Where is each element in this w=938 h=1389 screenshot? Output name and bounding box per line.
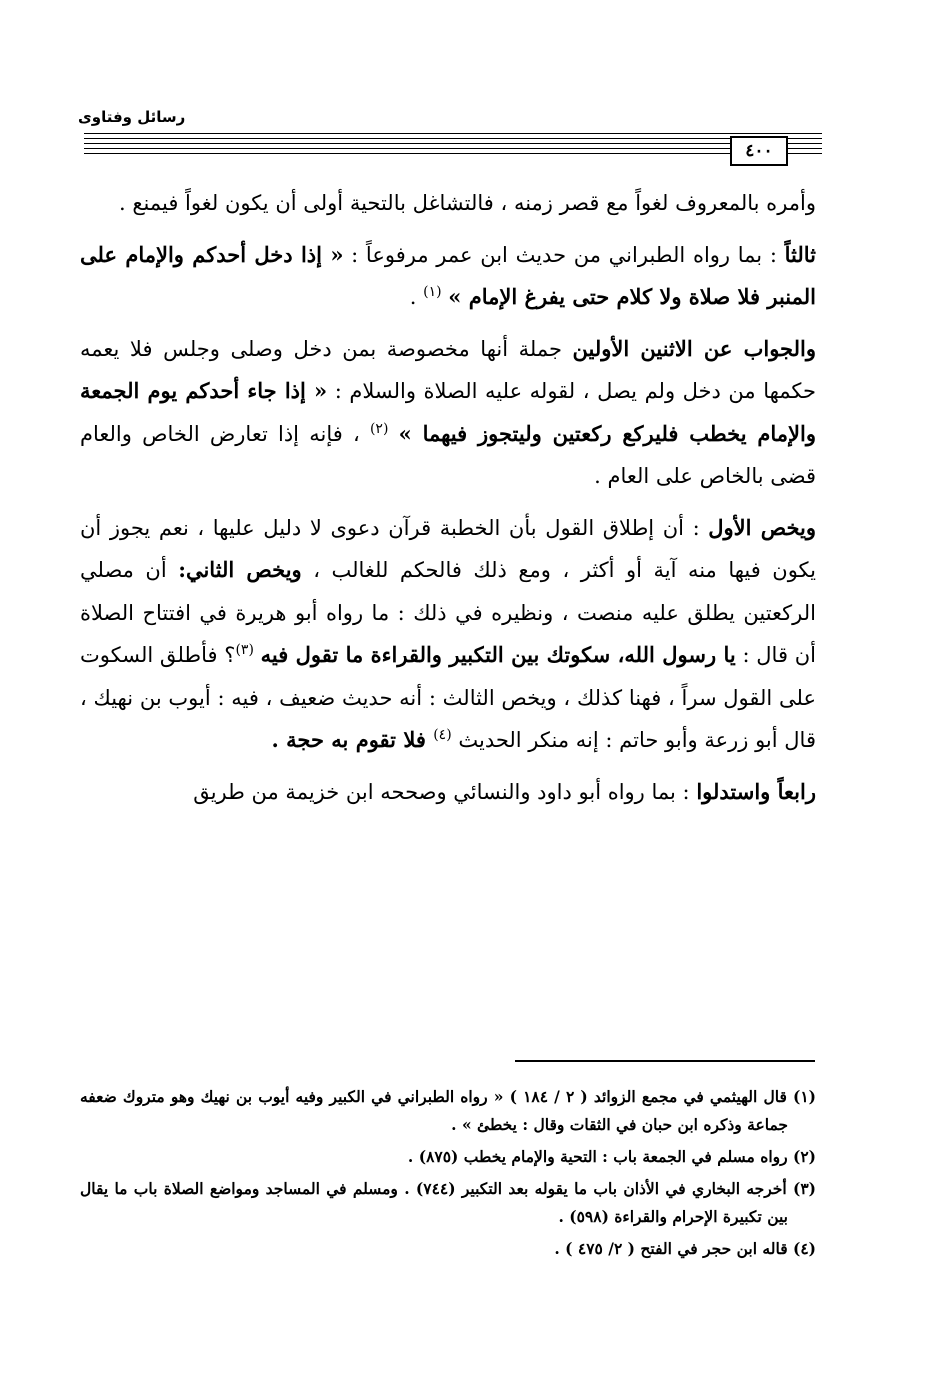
- hadith-quote: « إذا جاء أحدكم يوم الجمعة والإمام يخطب فليركع ركعتين وليتجوز فيهما »: [80, 378, 816, 446]
- footnote: (٢) رواه مسلم في الجمعة باب : التحية والإمام يخطب (٨٧٥) .: [407, 1147, 816, 1166]
- footnote-marker: (٤): [433, 727, 452, 743]
- paragraph-heading: ويخص الثالث: [442, 685, 557, 710]
- paragraph-text: فلا تقوم به حجة .: [271, 727, 434, 752]
- paragraph-text: جملة أنها مخصوصة بمن دخل وصلى وجلس فلا يعمه حكمها من دخل ولم يصل ، لقوله عليه الصلاة والسلام :: [80, 336, 816, 403]
- paragraph-text: : أنه حديث ضعيف ، فيه : أيوب بن نهيك ، قال أبو زرعة وأبو حاتم : إنه منكر الحديث: [80, 685, 816, 752]
- paragraph-heading: ثالثاً: [784, 241, 816, 267]
- running-header-title: رسائل وفتاوى: [78, 108, 186, 126]
- paragraph-text: ، فإنه إذا تعارض الخاص والعام قضى بالخاص على العام .: [80, 421, 816, 488]
- paragraph-heading: ويخص الثاني:: [178, 557, 302, 582]
- footnote: (١) قال الهيثمي في مجمع الزوائد ( ٢ / ١٨٤ ) « رواه الطبراني في الكبير وفيه أيوب بن نهيك وهو متروك ضعفه جماعة وذكره ابن حبان في الثقات وقال : يخطئ » .: [80, 1087, 816, 1134]
- paragraph-text: وأمره بالمعروف لغواً مع قصر زمنه ، فالتشاغل بالتحية أولى أن يكون لغواً فيمنع .: [119, 191, 816, 215]
- hadith-quote: « إذا دخل أحدكم والإمام على المنبر فلا صلاة ولا كلام حتى يفرغ الإمام »: [80, 241, 816, 309]
- paragraph-text: : بما رواه أبو داود والنسائي وصححه ابن خزيمة من طريق: [193, 779, 697, 804]
- paragraph: [80, 507, 816, 762]
- paragraph-text: .: [409, 285, 424, 309]
- footnote-marker: (٢): [369, 420, 389, 437]
- hadith-quote: يا رسول الله، سكوتك بين التكبير والقراءة ما تقول فيه: [260, 642, 736, 667]
- footnote-marker: (١): [423, 284, 442, 300]
- header-rule: [84, 153, 822, 154]
- header-rule: [84, 138, 822, 139]
- header-rule: [84, 133, 822, 134]
- footnote-separator: [515, 1060, 815, 1062]
- paragraph: [80, 234, 816, 319]
- footnote-marker: (٣): [235, 642, 254, 658]
- paragraph-text: : أن إطلاق القول بأن الخطبة قرآن دعوى لا دليل عليها ، نعم يجوز أن يكون فيها منه آية أو أكثر ، ومع ذلك فالحكم للغالب ،: [80, 515, 816, 582]
- paragraph: [80, 771, 816, 814]
- footnotes: [80, 1083, 816, 1267]
- header-rule: [84, 143, 822, 144]
- header-rule: [84, 148, 822, 149]
- paragraph: [80, 328, 816, 498]
- paragraph-text: ؟ فأطلق السكوت على القول سراً ، فهنا كذلك ،: [80, 643, 816, 710]
- paragraph-heading: ويخص الأول: [708, 514, 816, 540]
- footnote: (٣) أخرجه البخاري في الأذان باب ما يقوله بعد التكبير (٧٤٤) . ومسلم في المساجد ومواضع الصلاة باب ما يقال بين تكبيرة الإحرام والقراءة (٥٩٨) .: [80, 1179, 816, 1226]
- paragraph-heading: رابعاً واستدلوا: [696, 778, 816, 804]
- footnote: (٤) قاله ابن حجر في الفتح ( ٢/ ٤٧٥ ) .: [554, 1239, 816, 1258]
- main-text: [80, 182, 816, 822]
- paragraph-heading: والجواب عن الاثنين الأولين: [572, 335, 816, 361]
- page-number: ٤٠٠: [730, 136, 788, 166]
- paragraph: [80, 182, 816, 225]
- paragraph-text: : بما رواه الطبراني من حديث ابن عمر مرفوعاً :: [343, 242, 785, 267]
- paragraph-text: أن مصلي الركعتين يطلق عليه منصت ، ونظيره في ذلك : ما رواه أبو هريرة في افتتاح الصلاة أن قال :: [80, 558, 816, 667]
